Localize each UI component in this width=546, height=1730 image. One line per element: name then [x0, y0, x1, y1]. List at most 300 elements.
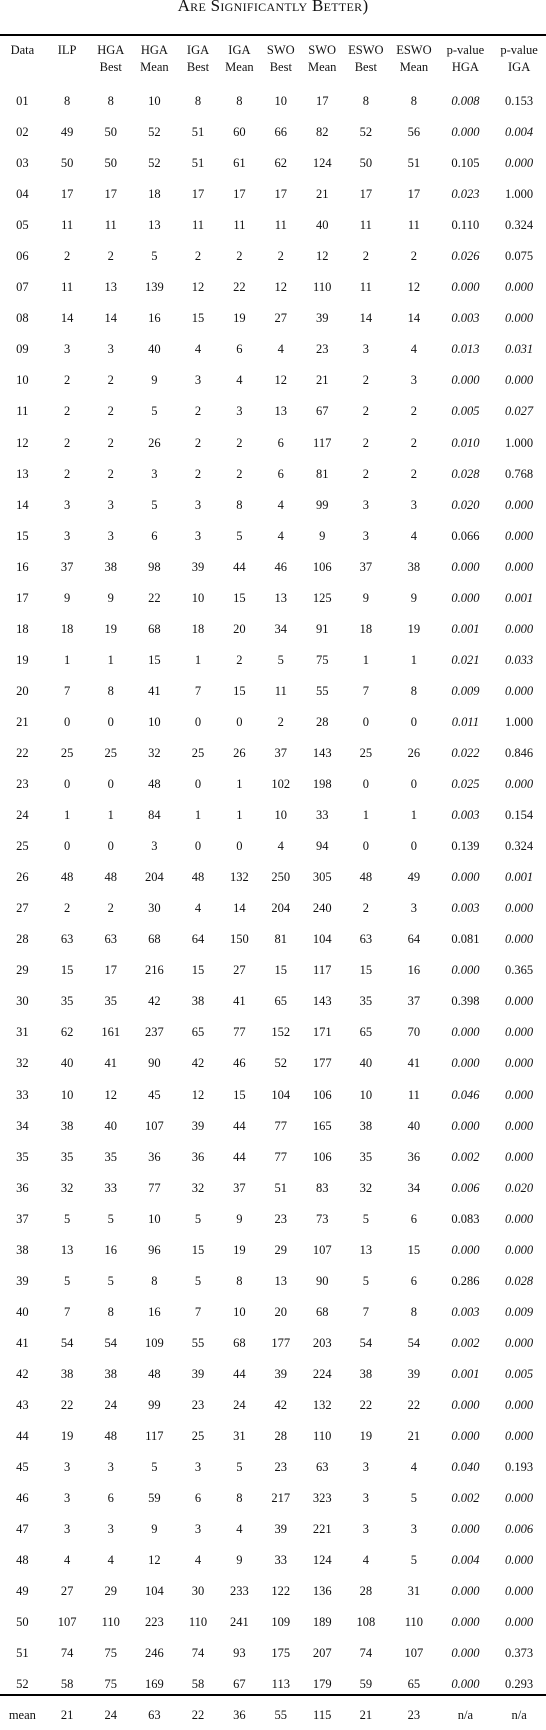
- table-row: [0, 1390, 546, 1421]
- table-row: [0, 1142, 546, 1173]
- table-cell: 110: [313, 280, 332, 295]
- table-cell: 4: [236, 1522, 243, 1537]
- table-cell: 26: [407, 746, 421, 760]
- table-cell: 8: [410, 94, 418, 109]
- table-cell: 38: [104, 1366, 117, 1381]
- table-cell: 9: [236, 1211, 243, 1226]
- table-cell: 0: [236, 714, 243, 729]
- table-cell: 5: [151, 497, 158, 512]
- header-iga-best: IGA: [186, 43, 210, 57]
- table-cell: 104: [145, 1584, 164, 1599]
- table-cell: 0.011: [451, 714, 479, 729]
- table-cell: 39: [274, 1522, 288, 1537]
- table-cell: 8: [107, 94, 114, 109]
- table-cell: 0.000: [451, 1677, 480, 1692]
- table-cell: 3: [362, 1460, 369, 1475]
- table-cell: 0.083: [451, 1211, 480, 1226]
- table-cell: 0.153: [505, 94, 534, 109]
- table-cell: 18: [359, 621, 373, 636]
- header-hga-best: HGA: [97, 43, 125, 57]
- table-cell: 11: [61, 280, 74, 295]
- table-cell: 189: [312, 1615, 332, 1630]
- table-cell: 2: [236, 249, 243, 264]
- table-row: [0, 769, 546, 800]
- table-cell: 48: [148, 777, 161, 792]
- table-cell: 14: [104, 311, 117, 326]
- table-cell: 19: [104, 621, 117, 636]
- table-cell: 64: [407, 932, 421, 947]
- table-cell: 0.000: [505, 1087, 534, 1102]
- table-cell: 56: [407, 125, 421, 140]
- table-cell: 3: [410, 373, 418, 388]
- table-cell: 15: [274, 963, 288, 978]
- table-cell: 35: [60, 1149, 74, 1164]
- row-label: 01: [16, 94, 29, 109]
- table-cell: 41: [148, 683, 161, 698]
- table-cell: 52: [359, 125, 373, 140]
- table-cell: 5: [362, 1273, 369, 1288]
- table-cell: 50: [104, 125, 117, 140]
- table-cell: 32: [60, 1180, 74, 1195]
- table-cell: 169: [145, 1677, 164, 1692]
- table-cell: 63: [60, 932, 74, 947]
- table-cell: 0: [410, 839, 418, 854]
- table-cell: 110: [404, 1615, 424, 1630]
- table-cell: 11: [407, 1087, 420, 1102]
- table-cell: 41: [104, 1056, 117, 1071]
- table-cell: 0.000: [451, 1118, 480, 1133]
- table-cell: 2: [362, 435, 369, 450]
- table-cell: 10: [148, 94, 161, 109]
- table-cell: 33: [104, 1180, 117, 1195]
- table-cell: 124: [312, 156, 332, 171]
- table-cell: 26: [148, 435, 161, 450]
- table-cell: 2: [64, 901, 71, 916]
- table-cell: 104: [312, 932, 332, 947]
- table-cell: 38: [407, 559, 421, 574]
- table-cell: 1.000: [505, 714, 534, 729]
- table-cell: 1: [107, 808, 114, 823]
- table-cell: 0.000: [451, 1056, 480, 1071]
- table-cell: 2: [107, 249, 114, 264]
- table-cell: 124: [312, 1553, 332, 1568]
- table-cell: 4: [277, 497, 284, 512]
- header-swo-mean: SWO: [308, 43, 337, 57]
- table-cell: 94: [315, 839, 329, 854]
- row-label: 19: [16, 652, 29, 667]
- table-cell: 0.000: [505, 1118, 534, 1133]
- table-cell: 217: [271, 1491, 291, 1506]
- table-row: [0, 1173, 546, 1204]
- table-cell: 67: [315, 404, 329, 419]
- table-cell: 16: [148, 311, 161, 326]
- table-cell: 54: [60, 1335, 74, 1350]
- table-cell: 11: [104, 218, 117, 233]
- table-cell: 3: [362, 1491, 369, 1506]
- table-cell: 20: [274, 1304, 288, 1319]
- table-cell: 6: [236, 342, 243, 357]
- table-cell: 25: [191, 746, 205, 760]
- table-row: [0, 179, 546, 210]
- table-row: [0, 707, 546, 738]
- table-cell: 6: [277, 435, 284, 450]
- table-cell: 4: [194, 342, 202, 357]
- table-cell: 12: [191, 280, 205, 295]
- table-cell: 0.000: [451, 1429, 480, 1444]
- table-cell: 21: [315, 373, 329, 388]
- table-cell: 36: [407, 1149, 421, 1164]
- table-cell: 3: [64, 1460, 71, 1475]
- table-cell: 8: [236, 1273, 243, 1288]
- table-cell: 0.139: [451, 839, 480, 854]
- table-row: [0, 490, 546, 521]
- table-cell: 2: [64, 249, 71, 264]
- table-cell: 0.000: [505, 497, 534, 512]
- table-cell: 13: [274, 1273, 288, 1288]
- header2-iga-mean: Mean: [225, 60, 254, 74]
- row-label: 44: [16, 1429, 29, 1444]
- table-row: [0, 272, 546, 303]
- header-data: Data: [10, 43, 35, 57]
- table-cell: 11: [359, 218, 372, 233]
- table-cell: 91: [315, 621, 329, 636]
- table-cell: 16: [407, 963, 421, 978]
- table-cell: 15: [233, 683, 246, 698]
- table-cell: 14: [60, 311, 74, 326]
- table-cell: 237: [145, 1025, 164, 1040]
- table-cell: 0.002: [451, 1149, 480, 1164]
- table-cell: 4: [107, 1553, 114, 1568]
- table-cell: 12: [191, 1087, 205, 1102]
- table-cell: 90: [315, 1273, 329, 1288]
- table-cell: 3: [194, 497, 202, 512]
- table-cell: 152: [271, 1025, 291, 1040]
- table-row: [0, 1545, 546, 1576]
- table-cell: 0.001: [451, 1366, 480, 1381]
- row-label: 18: [16, 621, 29, 636]
- table-cell: 203: [312, 1335, 332, 1350]
- mean-cell: n/a: [511, 1707, 527, 1722]
- table-cell: 2: [64, 373, 71, 388]
- table-cell: 77: [233, 1025, 246, 1040]
- table-cell: 61: [233, 156, 246, 171]
- table-cell: 0.000: [451, 1584, 480, 1599]
- table-cell: 0.000: [505, 1242, 534, 1257]
- header2-swo-best: Best: [269, 60, 292, 74]
- table-cell: 0.286: [451, 1273, 480, 1288]
- table-row: [0, 1514, 546, 1545]
- table-cell: 0.324: [505, 839, 534, 854]
- table-cell: 233: [230, 1584, 249, 1599]
- table-cell: 117: [145, 1429, 164, 1444]
- table-row: [0, 1080, 546, 1111]
- table-cell: 75: [104, 1646, 117, 1661]
- table-cell: 28: [274, 1429, 288, 1444]
- table-cell: 3: [151, 466, 158, 481]
- table-row: [0, 1111, 546, 1142]
- table-cell: 179: [312, 1677, 332, 1692]
- table-cell: 204: [145, 870, 164, 885]
- table-cell: 65: [191, 1025, 205, 1040]
- table-cell: 0.028: [505, 1273, 534, 1288]
- table-row: [0, 241, 546, 272]
- table-cell: 46: [233, 1056, 246, 1071]
- table-cell: 3: [362, 497, 369, 512]
- row-label: 14: [16, 497, 29, 512]
- table-cell: 55: [191, 1335, 205, 1350]
- table-cell: 3: [362, 1522, 369, 1537]
- table-cell: 23: [191, 1397, 205, 1412]
- table-cell: 2: [194, 466, 202, 481]
- table-cell: 27: [60, 1584, 74, 1599]
- table-caption: Are Significantly Better): [177, 0, 369, 15]
- table-cell: 0: [107, 777, 114, 792]
- table-cell: 323: [312, 1491, 332, 1506]
- row-label: 12: [16, 435, 29, 450]
- table-cell: 2: [362, 901, 369, 916]
- table-cell: 48: [104, 1429, 117, 1444]
- table-cell: 39: [315, 311, 329, 326]
- header2-hga-mean: Mean: [140, 60, 169, 74]
- table-cell: 41: [407, 1056, 421, 1071]
- table-cell: 0.000: [451, 1397, 480, 1412]
- table-cell: 132: [312, 1397, 332, 1412]
- table-cell: 5: [107, 1211, 114, 1226]
- table-cell: 0.000: [505, 280, 534, 295]
- table-cell: 3: [64, 1522, 71, 1537]
- table-cell: 10: [359, 1087, 373, 1102]
- table-cell: 74: [191, 1646, 205, 1661]
- table-cell: 198: [312, 777, 332, 792]
- table-cell: 110: [188, 1615, 208, 1630]
- table-cell: 0: [107, 839, 114, 854]
- row-label: 09: [16, 342, 29, 357]
- table-cell: 22: [60, 1397, 74, 1412]
- table-cell: 42: [191, 1056, 205, 1071]
- header2-ilp: [45, 58, 90, 86]
- table-cell: 7: [194, 1304, 202, 1319]
- table-cell: 0.000: [451, 870, 480, 885]
- table-cell: 13: [148, 218, 161, 233]
- table-cell: 0.003: [451, 901, 480, 916]
- table-row: [0, 117, 546, 148]
- table-cell: 36: [148, 1149, 161, 1164]
- table-cell: 51: [407, 156, 421, 171]
- table-cell: 4: [362, 1553, 369, 1568]
- table-cell: 0: [107, 714, 114, 729]
- table-cell: 46: [274, 559, 288, 574]
- table-cell: 0.004: [451, 1553, 480, 1568]
- table-cell: 305: [312, 870, 332, 885]
- table-cell: 4: [64, 1553, 71, 1568]
- table-cell: 0.000: [505, 528, 534, 543]
- table-cell: 0.028: [451, 466, 480, 481]
- table-cell: 34: [274, 621, 288, 636]
- table-cell: 9: [151, 1522, 158, 1537]
- table-row: [0, 583, 546, 614]
- header-row-2: [0, 58, 546, 86]
- table-cell: 5: [151, 404, 158, 419]
- table-cell: 0.000: [451, 1242, 480, 1257]
- table-cell: 177: [271, 1335, 291, 1350]
- table-cell: 246: [145, 1646, 164, 1661]
- header-eswo-best: ESWO: [348, 43, 384, 57]
- table-cell: 0.003: [451, 1304, 480, 1319]
- header-iga-mean: IGA: [228, 43, 251, 57]
- row-label: 13: [16, 466, 29, 481]
- table-cell: 6: [410, 1211, 418, 1226]
- table-cell: 10: [148, 714, 161, 729]
- header2-pvalue-iga: IGA: [508, 60, 531, 74]
- table-cell: 0.023: [451, 187, 480, 202]
- table-cell: 0.373: [505, 1646, 534, 1661]
- mean-cell: 36: [233, 1707, 246, 1722]
- table-cell: 0.066: [451, 528, 480, 543]
- table-cell: 26: [233, 746, 246, 760]
- table-cell: 40: [104, 1118, 117, 1133]
- table-cell: 1: [236, 808, 243, 823]
- table-cell: 90: [148, 1056, 161, 1071]
- table-row: [0, 1017, 546, 1048]
- mean-cell: 24: [104, 1707, 117, 1722]
- table-cell: 224: [312, 1366, 332, 1381]
- table-cell: 63: [359, 932, 373, 947]
- table-cell: 67: [233, 1677, 246, 1692]
- table-cell: 21: [407, 1429, 421, 1444]
- table-cell: 0.000: [505, 156, 534, 171]
- table-cell: 3: [194, 528, 202, 543]
- table-cell: 117: [313, 435, 332, 450]
- table-cell: 37: [359, 559, 373, 574]
- table-cell: 1: [107, 652, 114, 667]
- row-label: 02: [16, 125, 29, 140]
- table-cell: 0.000: [505, 1491, 534, 1506]
- table-cell: 1: [236, 777, 243, 792]
- table-cell: 68: [233, 1335, 246, 1350]
- header-eswo-mean: ESWO: [396, 43, 432, 57]
- table-row: [0, 1452, 546, 1483]
- table-cell: 0.009: [451, 683, 480, 698]
- table-cell: 0.000: [451, 1646, 480, 1661]
- header2-iga-best: Best: [186, 60, 210, 74]
- table-cell: 0.000: [505, 777, 534, 792]
- table-cell: 3: [362, 342, 369, 357]
- table-cell: 5: [194, 1211, 202, 1226]
- table-cell: 0.022: [451, 746, 480, 760]
- row-label: 36: [16, 1180, 29, 1195]
- table-cell: 5: [362, 1211, 369, 1226]
- table-cell: 11: [359, 280, 372, 295]
- table-cell: 5: [151, 1460, 158, 1475]
- table-cell: 4: [277, 342, 284, 357]
- table-cell: 0: [410, 777, 418, 792]
- table-cell: 13: [274, 590, 288, 605]
- table-cell: 52: [148, 156, 161, 171]
- table-cell: 39: [191, 559, 205, 574]
- table-cell: 0.000: [451, 963, 480, 978]
- row-label: 32: [16, 1056, 29, 1071]
- table-cell: 3: [107, 497, 114, 512]
- table-cell: 19: [359, 1429, 373, 1444]
- table-cell: 4: [410, 342, 418, 357]
- row-label: 04: [16, 187, 29, 202]
- table-cell: 0.081: [451, 932, 480, 947]
- row-label: 20: [16, 683, 29, 698]
- table-cell: 77: [274, 1149, 288, 1164]
- table-cell: 44: [233, 1149, 246, 1164]
- table-cell: 17: [104, 963, 117, 978]
- table-cell: 81: [315, 466, 329, 481]
- table-cell: 8: [236, 1491, 243, 1506]
- table-cell: 0.033: [505, 652, 534, 667]
- table-cell: 3: [410, 901, 418, 916]
- table-cell: 6: [410, 1273, 418, 1288]
- table-cell: 16: [148, 1304, 161, 1319]
- row-label: 06: [16, 249, 29, 264]
- table-cell: 96: [148, 1242, 161, 1257]
- table-cell: 17: [60, 187, 74, 202]
- table-cell: 58: [191, 1677, 205, 1692]
- mean-cell: 115: [313, 1707, 332, 1722]
- table-cell: 0.021: [451, 652, 480, 667]
- table-cell: 12: [274, 373, 288, 388]
- table-cell: 0: [362, 777, 369, 792]
- table-cell: 0.075: [505, 249, 534, 264]
- header-row-1: [0, 36, 546, 58]
- table-cell: 2: [236, 466, 243, 481]
- table-cell: 204: [271, 901, 291, 916]
- mean-label: mean: [8, 1707, 36, 1722]
- table-cell: 0.013: [451, 342, 480, 357]
- row-label: 52: [16, 1677, 29, 1692]
- table-cell: 223: [145, 1615, 164, 1630]
- table-cell: 32: [191, 1180, 205, 1195]
- row-label: 47: [16, 1522, 29, 1537]
- table-cell: 59: [359, 1677, 373, 1692]
- table-row: [0, 552, 546, 583]
- table-cell: 39: [191, 1366, 205, 1381]
- table-cell: 31: [233, 1429, 246, 1444]
- table-cell: 18: [191, 621, 205, 636]
- table-cell: 84: [148, 808, 161, 823]
- table-cell: 1.000: [505, 187, 534, 202]
- table-cell: 0.000: [505, 621, 534, 636]
- table-cell: 0.154: [505, 808, 534, 823]
- table-cell: 3: [194, 373, 202, 388]
- table-cell: 15: [191, 1242, 205, 1257]
- table-cell: 108: [356, 1615, 376, 1630]
- table-cell: 12: [104, 1087, 117, 1102]
- table-cell: 28: [315, 714, 329, 729]
- table-cell: 3: [64, 497, 71, 512]
- table-cell: 113: [271, 1677, 290, 1692]
- row-label: 45: [16, 1460, 29, 1475]
- row-label: 38: [16, 1242, 29, 1257]
- table-cell: 0.000: [505, 932, 534, 947]
- table-cell: 0: [194, 777, 202, 792]
- row-label: 28: [16, 932, 29, 947]
- table-cell: 16: [104, 1242, 117, 1257]
- table-cell: 12: [407, 280, 421, 295]
- table-row: [0, 1297, 546, 1328]
- table-row: [0, 800, 546, 831]
- table-row: [0, 428, 546, 459]
- table-cell: 2: [64, 404, 71, 419]
- table-cell: 77: [148, 1180, 161, 1195]
- row-label: 34: [16, 1118, 29, 1133]
- table-row: [0, 1235, 546, 1266]
- table-cell: 165: [312, 1118, 332, 1133]
